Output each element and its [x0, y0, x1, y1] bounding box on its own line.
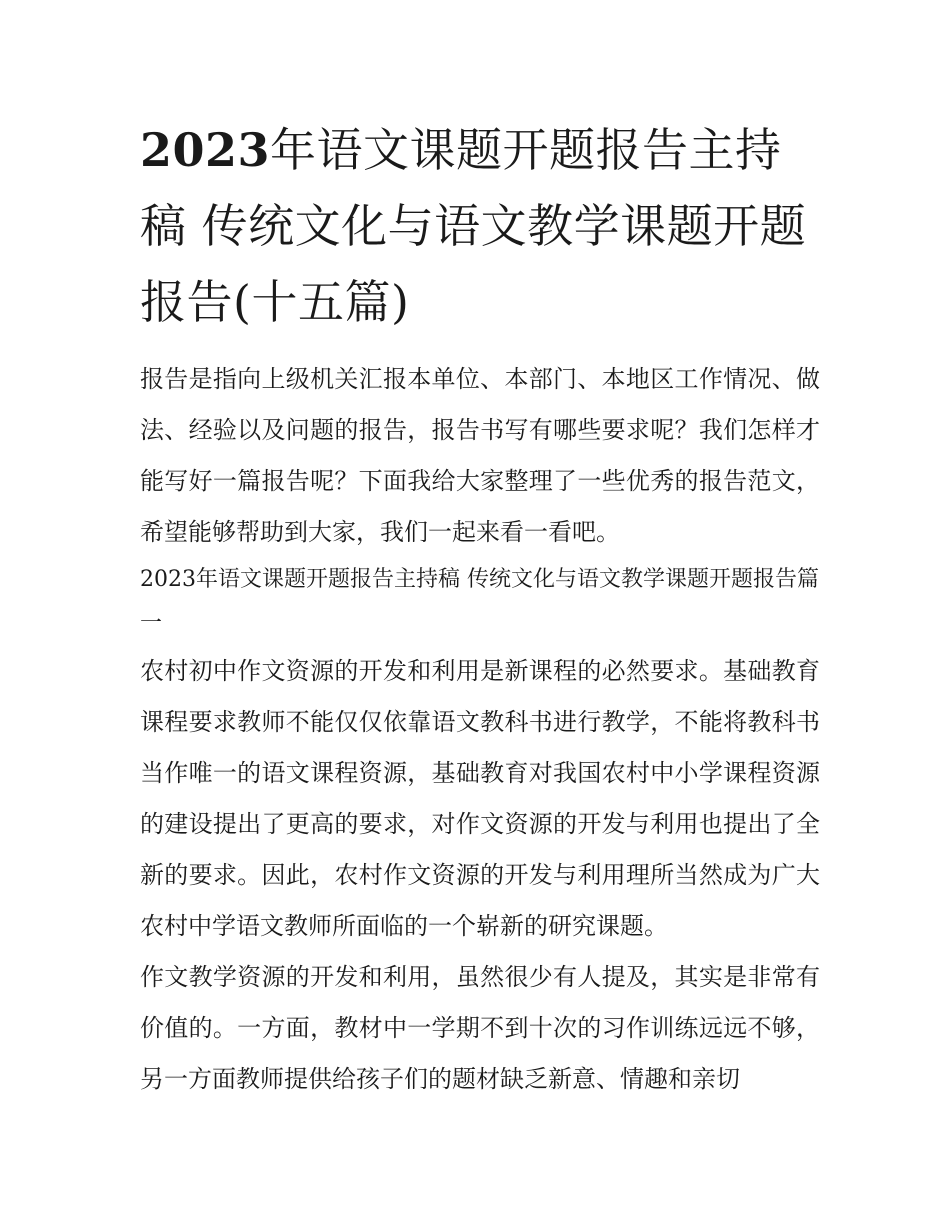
- body-paragraph-2: 作文教学资源的开发和利用，虽然很少有人提及，其实是非常有价值的。一方面，教材中一学期不到十次的习作训练远远不够，另一方面教师提供给孩子们的题材缺乏新意、情趣和亲切: [140, 963, 820, 1093]
- title-text: 年语文课题开题报告主持稿 传统文化与语文教学课题开题报告(十五篇): [140, 123, 807, 329]
- document-title: [140, 112, 820, 340]
- document-page: [140, 112, 820, 1105]
- body-paragraph-1: 农村初中作文资源的开发和利用是新课程的必然要求。基础教育课程要求教师不能仅仅依靠语文教科书进行教学，不能将教科书当作唯一的语文课程资源，基础教育对我国农村中小学课程资源的建设提出了更高的要求，对作文资源的开发与利用也提出了全新的要求。因此，农村作文资源的开发与利用理所当然成为广大农村中学语文教师所面临的一个崭新的研究课题。: [140, 657, 820, 940]
- section-heading: 2023年语文课题开题报告主持稿 传统文化与语文教学课题开题报告篇一: [140, 567, 819, 636]
- title-year: 2023: [140, 123, 271, 177]
- intro-paragraph: 报告是指向上级机关汇报本单位、本部门、本地区工作情况、做法、经验以及问题的报告，报告书写有哪些要求呢？我们怎样才能写好一篇报告呢？下面我给大家整理了一些优秀的报告范文，希望能够帮助到大家，我们一起来看一看吧。: [140, 365, 820, 546]
